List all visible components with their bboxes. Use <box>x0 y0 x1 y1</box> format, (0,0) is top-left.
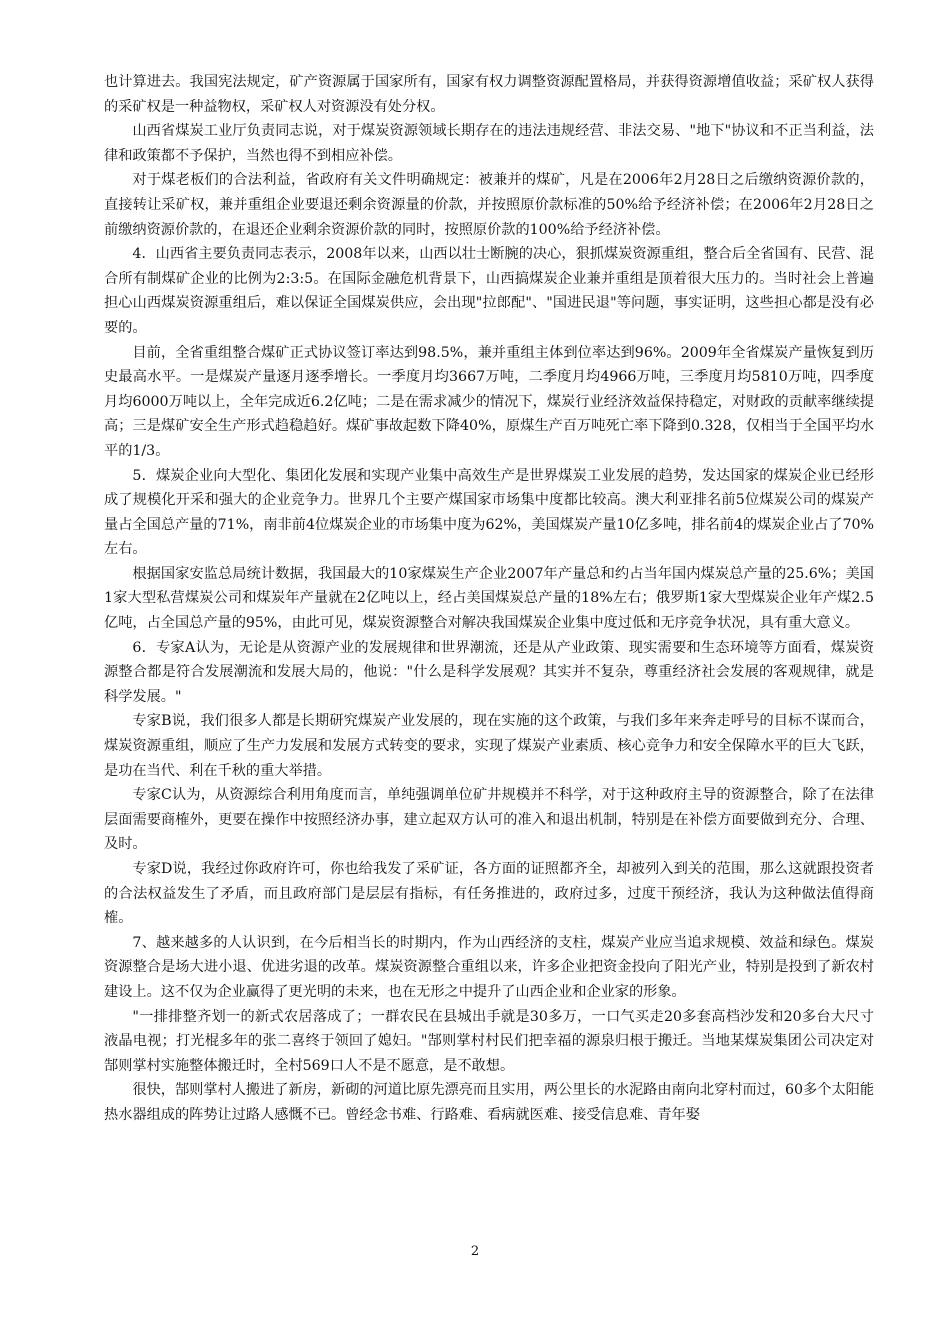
paragraph-12: 7、越来越多的人认识到，在今后相当长的时期内，作为山西经济的支柱，煤炭产业应当追求规模、效益和绿色。煤炭资源整合是场大进小退、优进劣退的改革。煤炭资源整合重组以来，许多企业把资金投向了阳光产业，特别是投到了新农村建设上。这不仅为企业赢得了更光明的未来，也在无形之中提升了山西企业和企业家的形象。 <box>104 934 874 1000</box>
paragraph-10: 专家C认为，从资源综合利用角度而言，单纯强调单位矿井规模并不科学，对于这种政府主导的资源整合，除了在法律层面需要商榷外，更要在操作中按照经济办事，建立起双方认可的准入和退出机制，特别是在补偿方面要做到充分、合理、及时。 <box>104 787 874 853</box>
paragraph-11: 专家D说，我经过你政府许可，你也给我发了采矿证，各方面的证照都齐全，却被列入到关的范围，那么这就跟投资者的合法权益发生了矛盾，而且政府部门是层层有指标，有任务推进的，政府过多，过度干预经济，我认为这种做法值得商榷。 <box>104 861 874 927</box>
paragraph-9: 专家B说，我们很多人都是长期研究煤炭产业发展的，现在实施的这个政策，与我们多年来奔走呼号的目标不谋而合，煤炭资源重组，顺应了生产力发展和发展方式转变的要求，实现了煤炭产业素质、核心竞争力和安全保障水平的巨大飞跃，是功在当代、利在千秋的重大举措。 <box>104 713 874 779</box>
paragraph-5: 目前，全省重组整合煤矿正式协议签订率达到98.5%，兼并重组主体到位率达到96%。2009年全省煤炭产量恢复到历史最高水平。一是煤炭产量逐月逐季增长。一季度月均3667万吨，二季度月均4966万吨，三季度月均5810万吨，四季度月均6000万吨以上，全年完成近6.2亿吨；二是在需求减少的情况下，煤炭行业经济效益保持稳定，对财政的贡献率继续提高；三是煤矿安全生产形式趋稳趋好。煤矿事故起数下降40%，原煤生产百万吨死亡率下降到0.328，仅相当于全国平均水平的1/3。 <box>104 344 874 459</box>
page-number: 2 <box>470 1244 480 1259</box>
paragraph-6: 5．煤炭企业向大型化、集团化发展和实现产业集中高效生产是世界煤炭工业发展的趋势，发达国家的煤炭企业已经形成了规模化开采和强大的企业竞争力。世界几个主要产煤国家市场集中度都比较高。澳大利亚排名前5位煤炭公司的煤炭产量占全国总产量的71%，南非前4位煤炭企业的市场集中度为62%，美国煤炭产量10亿多吨，排名前4的煤炭企业占了70%左右。 <box>104 467 874 558</box>
paragraph-1: 也计算进去。我国宪法规定，矿产资源属于国家所有，国家有权力调整资源配置格局，并获得资源增值收益；采矿权人获得的采矿权是一种益物权，采矿权人对资源没有处分权。 <box>104 74 874 115</box>
paragraph-8: 6．专家A认为，无论是从资源产业的发展规律和世界潮流，还是从产业政策、现实需要和生态环境等方面看，煤炭资源整合都是符合发展潮流和发展大局的，他说："什么是科学发展观？其实并不复杂，尊重经济社会发展的客观规律，就是科学发展。" <box>104 639 874 705</box>
paragraph-14: 很快，郜则掌村人搬进了新房，新砌的河道比原先漂亮而且实用，两公里长的水泥路由南向北穿村而过，60多个太阳能热水器组成的阵势让过路人感慨不已。曾经念书难、行路难、看病就医难、接受信息难、青年娶 <box>104 1082 875 1123</box>
paragraph-2: 山西省煤炭工业厅负责同志说，对于煤炭资源领域长期存在的违法违规经营、非法交易、"地下"协议和不正当利益，法律和政策都不予保护，当然也得不到相应补偿。 <box>104 123 874 164</box>
paragraph-4: 4．山西省主要负责同志表示，2008年以来，山西以壮士断腕的决心，狠抓煤炭资源重组，整合后全省国有、民营、混合所有制煤矿企业的比例为2:3:5。在国际金融危机背景下，山西搞煤炭企业兼并重组是顶着很大压力的。当时社会上普遍担心山西煤炭资源重组后，难以保证全国煤炭供应，会出现"拉郎配"、"国进民退"等问题，事实证明，这些担心都是没有必要的。 <box>104 246 874 336</box>
paragraph-13: "一排排整齐划一的新式农居落成了；一群农民在县城出手就是30多万，一口气买走20多套高档沙发和20多台大尺寸液晶电视；打光棍多年的张二喜终于领回了媳妇。"郜则掌村村民们把幸福的源泉归根于搬迁。当地某煤炭集团公司决定对郜则掌村实施整体搬迁时，全村569口人不是不愿意，是不敢想。 <box>104 1008 874 1074</box>
document-page <box>104 70 874 1128</box>
paragraph-3: 对于煤老板们的合法利益，省政府有关文件明确规定：被兼并的煤矿，凡是在2006年2月28日之后缴纳资源价款的，直接转让采矿权，兼并重组企业要退还剩余资源量的价款，并按照原价款标准的50%给予经济补偿；在2006年2月28日之前缴纳资源价款的，在退还企业剩余资源价款的同时，按照原价款的100%给予经济补偿。 <box>104 172 874 238</box>
paragraph-7: 根据国家安监总局统计数据，我国最大的10家煤炭生产企业2007年产量总和约占当年国内煤炭总产量的25.6%；美国1家大型私营煤炭公司和煤炭年产量就在2亿吨以上，经占美国煤炭总产量的18%左右；俄罗斯1家大型煤炭企业年产煤2.5亿吨，占全国总产量的95%，由此可见，煤炭资源整合对解决我国煤炭企业集中度过低和无序竞争状况，具有重大意义。 <box>104 565 874 632</box>
